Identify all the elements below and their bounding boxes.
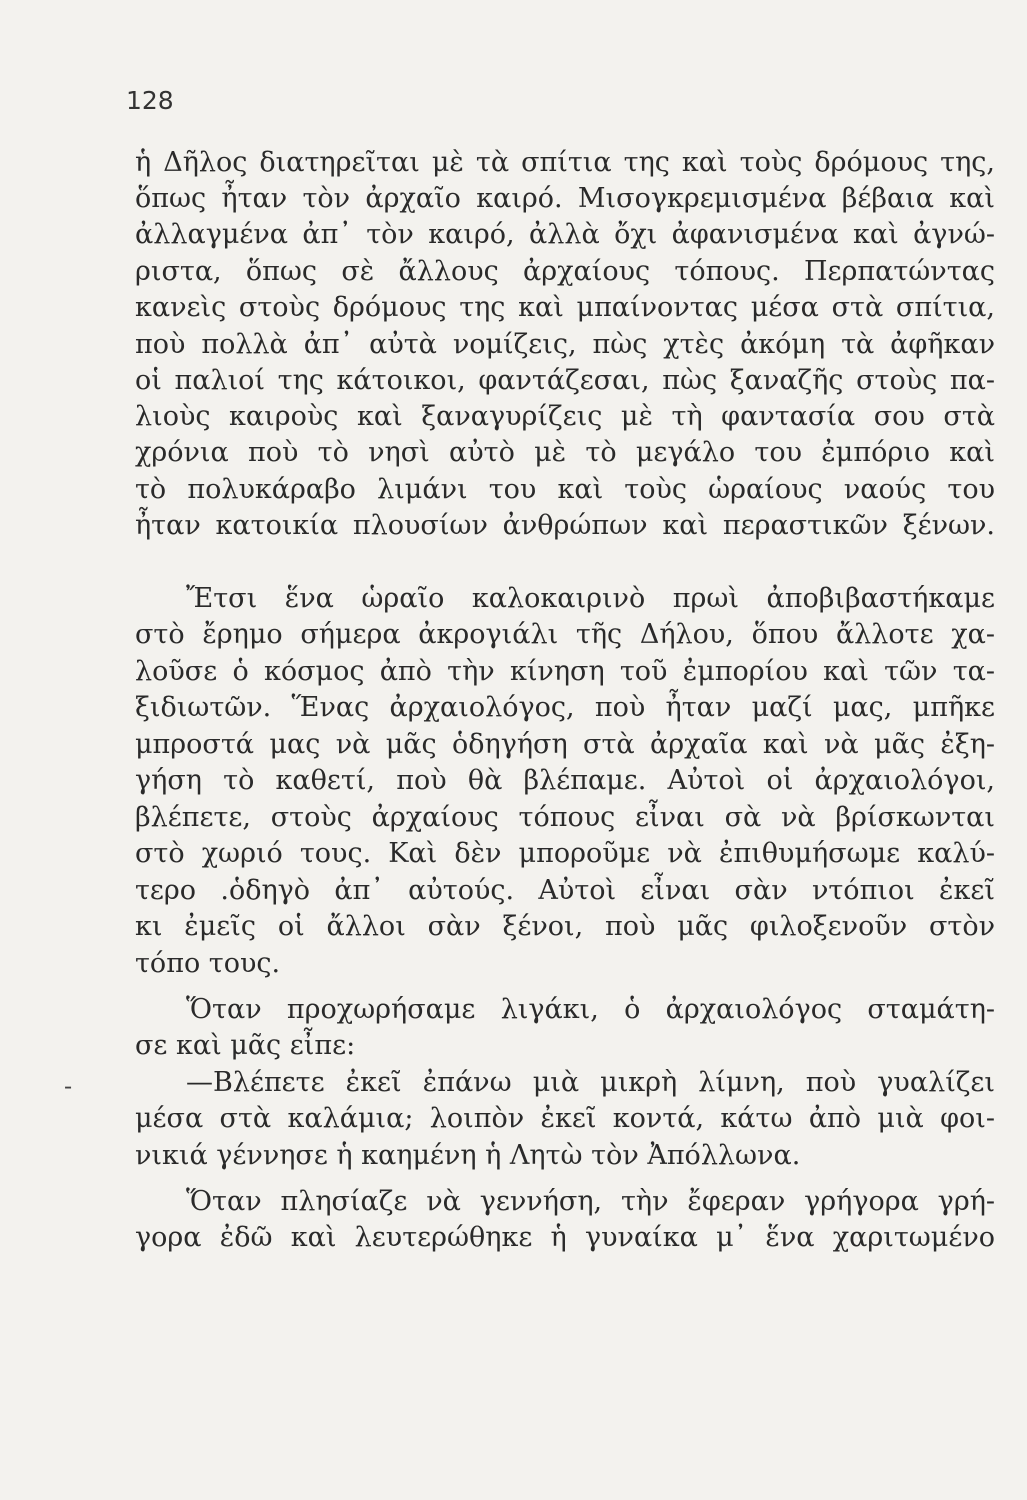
text-line: ἀλλαγμένα ἀπ᾽ τὸν καιρό, ἀλλὰ ὄχι ἀφανισμένα καὶ ἀγνώ- bbox=[135, 219, 995, 250]
text-line: μπροστά μας νὰ μᾶς ὁδηγήση στὰ ἀρχαῖα καὶ νὰ μᾶς ἐξη- bbox=[135, 729, 995, 760]
text-line: μέσα στὰ καλάμια; λοιπὸν ἐκεῖ κοντά, κάτω ἀπὸ μιὰ φοι- bbox=[135, 1103, 995, 1134]
text-line: ποὺ πολλὰ ἀπ᾽ αὐτὰ νομίζεις, πὼς χτὲς ἀκόμη τὰ ἀφῆκαν bbox=[135, 329, 995, 360]
text-line: τερο .ὁδηγὸ ἀπ᾽ αὐτούς. Αὐτοὶ εἶναι σὰν ντόπιοι ἐκεῖ bbox=[135, 875, 995, 906]
text-line: Ὅταν προχωρήσαμε λιγάκι, ὁ ἀρχαιολόγος σταμάτη- bbox=[186, 994, 995, 1025]
text-line: νικιά γέννησε ἡ καημένη ἡ Λητὼ τὸν Ἀπόλλωνα. bbox=[135, 1140, 801, 1171]
text-line: ριστα, ὅπως σὲ ἄλλους ἀρχαίους τόπους. Περπατώντας bbox=[135, 256, 995, 287]
text-line: ὅπως ἦταν τὸν ἀρχαῖο καιρό. Μισογκρεμισμένα βέβαια καὶ bbox=[135, 183, 995, 214]
text-line: στὸ χωριό τους. Καὶ δὲν μποροῦμε νὰ ἐπιθυμήσωμε καλύ- bbox=[135, 838, 995, 869]
text-line: λιοὺς καιροὺς καὶ ξαναγυρίζεις μὲ τὴ φαντασία σου στὰ bbox=[135, 401, 995, 432]
text-line: στὸ ἔρημο σήμερα ἀκρογιάλι τῆς Δήλου, ὅπου ἄλλοτε χα- bbox=[135, 619, 995, 650]
text-line: κανεὶς στοὺς δρόμους της καὶ μπαίνοντας μέσα στὰ σπίτια, bbox=[135, 292, 995, 323]
text-line: Ὅταν πλησίαζε νὰ γεννήση, τὴν ἔφεραν γρήγορα γρή- bbox=[186, 1186, 995, 1217]
text-line: κι ἐμεῖς οἱ ἄλλοι σὰν ξένοι, ποὺ μᾶς φιλοξενοῦν στὸν bbox=[135, 911, 995, 942]
text-line: γήση τὸ καθετί, ποὺ θὰ βλέπαμε. Αὐτοὶ οἱ ἀρχαιολόγοι, bbox=[135, 765, 995, 796]
text-line: ἦταν κατοικία πλουσίων ἀνθρώπων καὶ περαστικῶν ξένων. bbox=[135, 510, 995, 541]
text-line: βλέπετε, στοὺς ἀρχαίους τόπους εἶναι σὰ νὰ βρίσκωνται bbox=[135, 802, 995, 833]
text-line: τὸ πολυκάραβο λιμάνι του καὶ τοὺς ὡραίους ναούς του bbox=[135, 474, 995, 505]
text-line: λοῦσε ὁ κόσμος ἀπὸ τὴν κίνηση τοῦ ἐμπορίου καὶ τῶν τα- bbox=[135, 656, 995, 687]
text-line: σε καὶ μᾶς εἶπε: bbox=[135, 1030, 356, 1061]
text-line: γορα ἐδῶ καὶ λευτερώθηκε ἡ γυναίκα μ᾽ ἕνα χαριτωμένο bbox=[135, 1222, 995, 1253]
margin-mark: - bbox=[64, 1072, 73, 1100]
text-line: ξιδιωτῶν. Ἕνας ἀρχαιολόγος, ποὺ ἦταν μαζί μας, μπῆκε bbox=[135, 692, 995, 723]
text-line: ἡ Δῆλος διατηρεῖται μὲ τὰ σπίτια της καὶ τοὺς δρόμους της, bbox=[135, 147, 995, 178]
text-line: χρόνια ποὺ τὸ νησὶ αὐτὸ μὲ τὸ μεγάλο του ἐμπόριο καὶ bbox=[135, 437, 995, 468]
page-number: 128 bbox=[126, 86, 174, 115]
text-line: τόπο τους. bbox=[135, 948, 281, 979]
text-line: —Βλέπετε ἐκεῖ ἐπάνω μιὰ μικρὴ λίμνη, ποὺ γυαλίζει bbox=[186, 1067, 995, 1098]
text-line: Ἔτσι ἕνα ὡραῖο καλοκαιρινὸ πρωὶ ἀποβιβαστήκαμε bbox=[186, 583, 995, 614]
text-line: οἱ παλιοί της κάτοικοι, φαντάζεσαι, πὼς ξαναζῆς στοὺς πα- bbox=[135, 365, 995, 396]
